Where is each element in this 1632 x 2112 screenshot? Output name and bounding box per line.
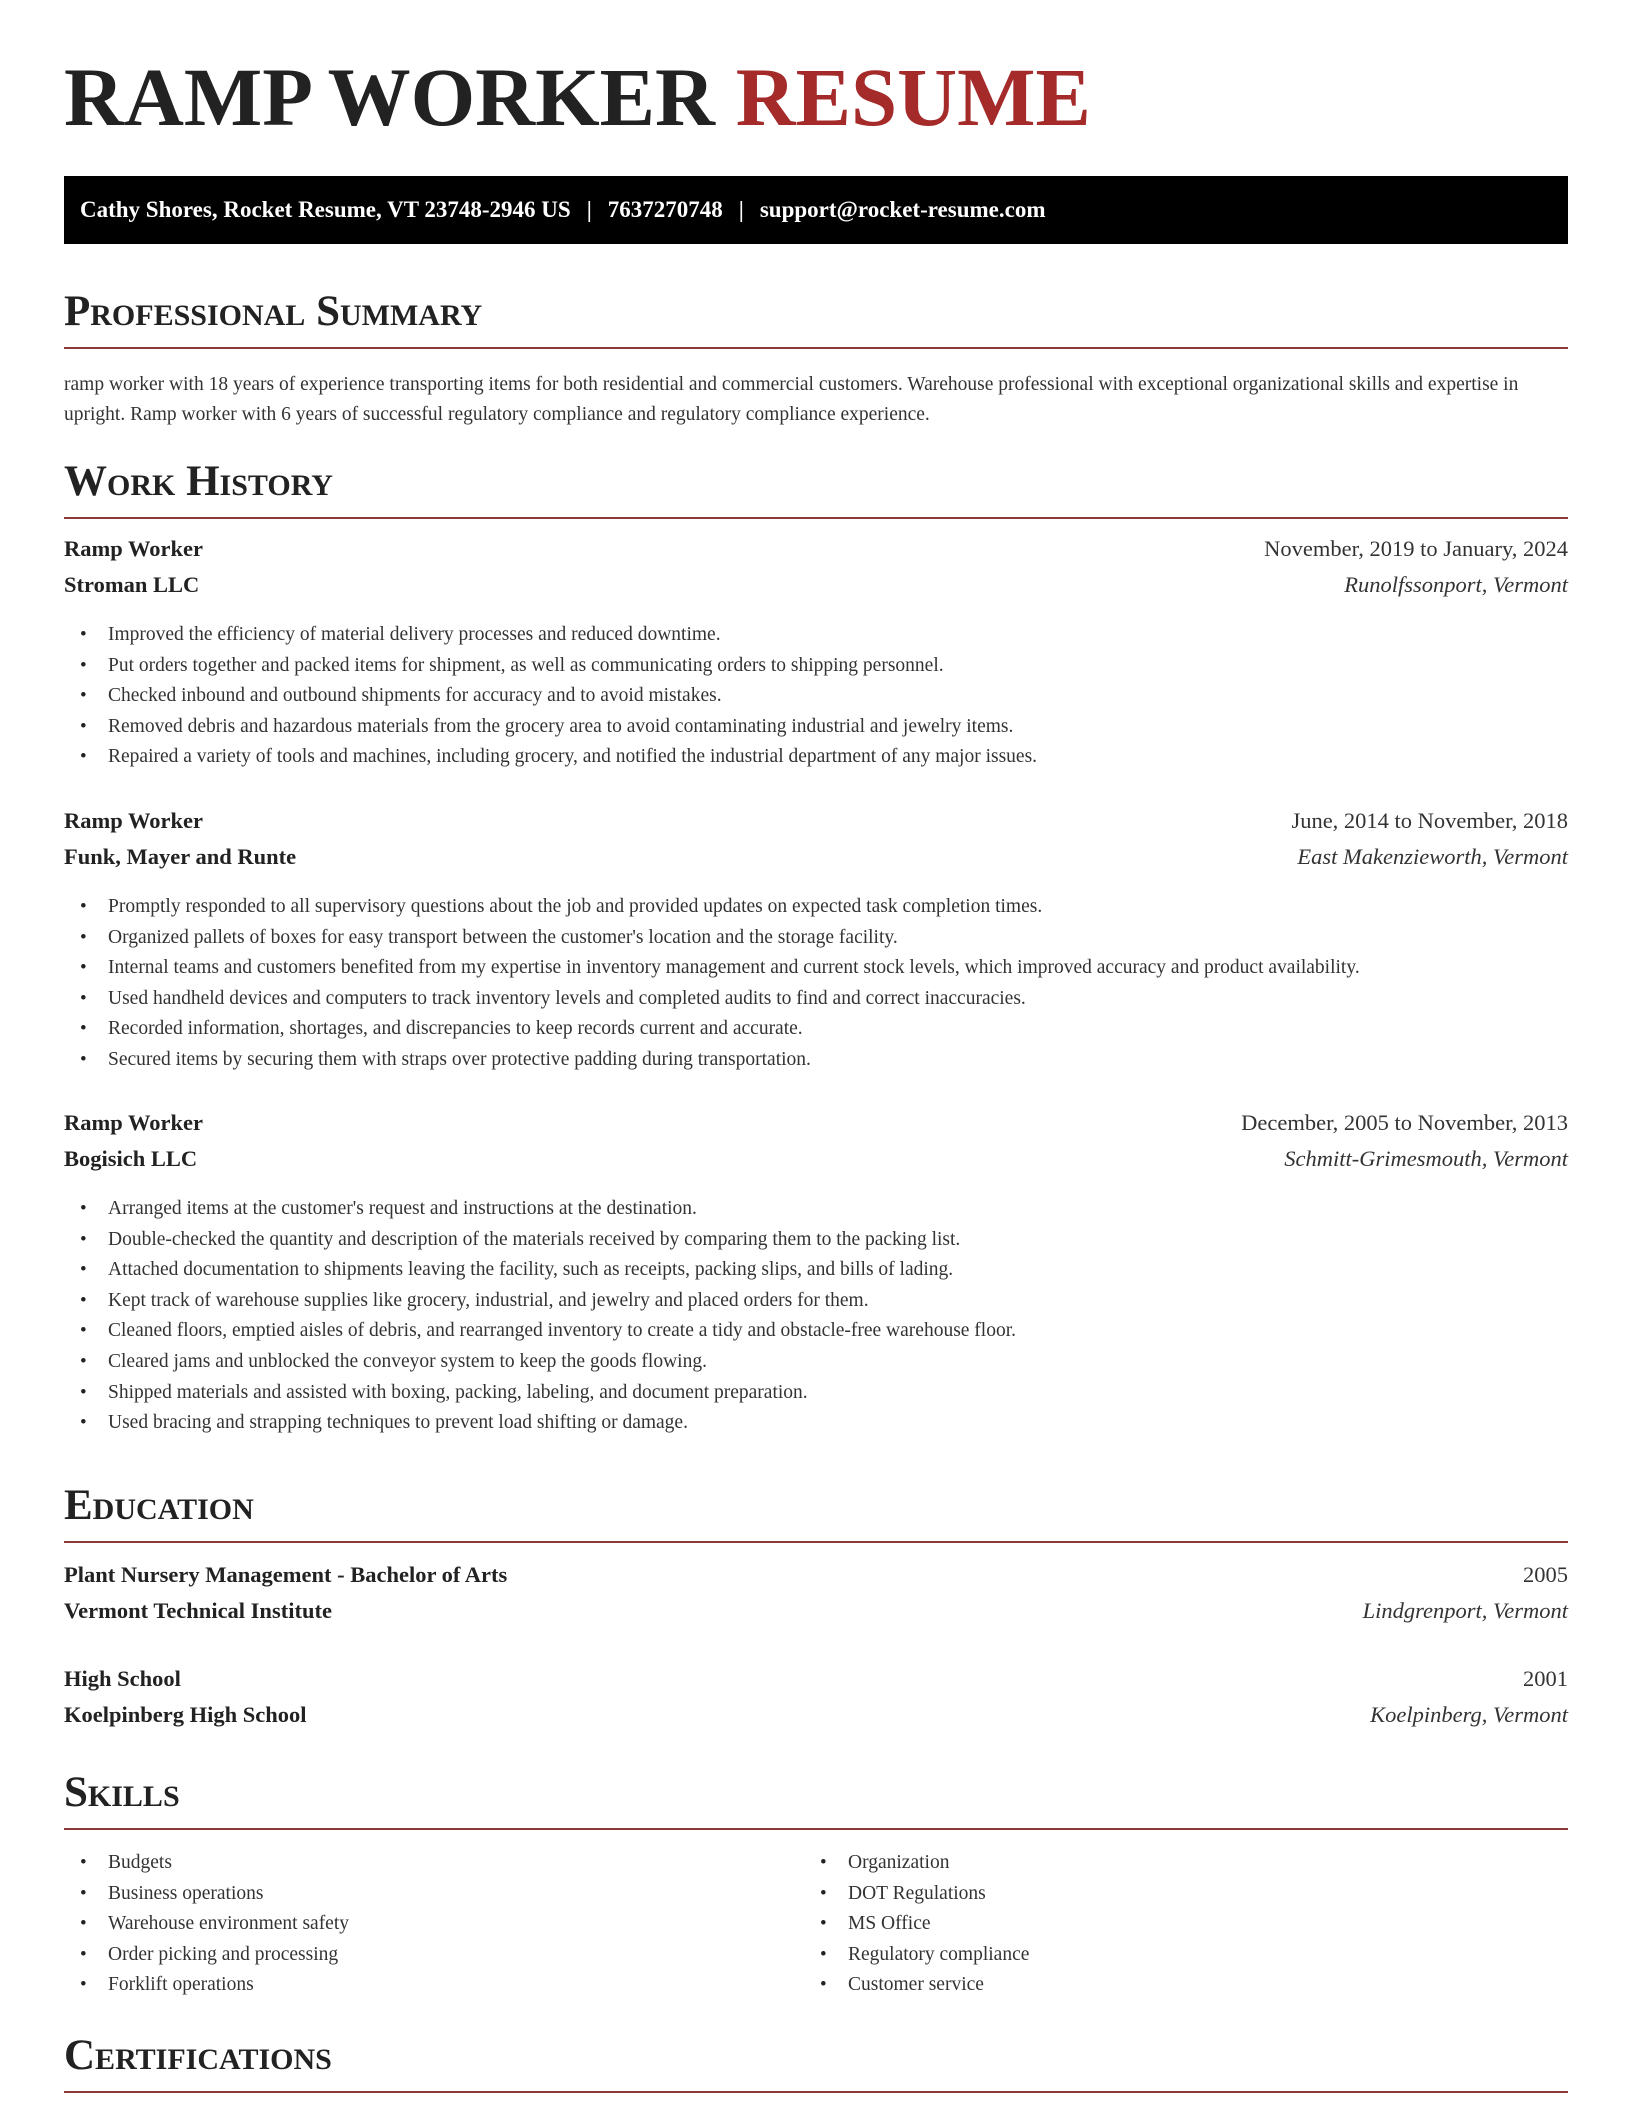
- skill-item: • MS Office: [804, 1909, 1544, 1940]
- education-entry-2: [64, 1666, 1568, 1738]
- summary-text: ramp worker with 18 years of experience transporting items for both residential and commercial customers. Warehouse professional with exceptional organizational skills and expertise in upright. Ramp worker with 6 years of successful regulatory compliance and regulatory compliance experience.: [64, 374, 1519, 425]
- list-item: • Put orders together and packed items for shipment, as well as communicating orders to shipping personnel.: [64, 651, 1568, 682]
- skill-item: • Budgets: [64, 1848, 804, 1879]
- list-item: • Attached documentation to shipments leaving the facility, such as receipts, packing slips, and bills of lading.: [64, 1255, 1568, 1286]
- skill-item: • Warehouse environment safety: [64, 1909, 804, 1940]
- skills-list: [64, 1848, 1568, 2001]
- education-header-row: [64, 1562, 1568, 1598]
- list-item: • Shipped materials and assisted with boxing, packing, labeling, and document preparation.: [64, 1378, 1568, 1409]
- work-history-heading: Work History: [64, 460, 1568, 519]
- contact-separator: |: [738, 197, 744, 222]
- job-company-row: [64, 1146, 1568, 1182]
- skills-heading: Skills: [64, 1771, 1568, 1830]
- job-header-row: [64, 808, 1568, 844]
- summary-heading: Professional Summary: [64, 290, 1568, 349]
- list-item: • Kept track of warehouse supplies like grocery, industrial, and jewelry and placed orders for them.: [64, 1286, 1568, 1317]
- certifications-heading: Certifications: [64, 2034, 1568, 2093]
- skill-item: • Order picking and processing: [64, 1940, 804, 1971]
- list-item: • Cleaned floors, emptied aisles of debris, and rearranged inventory to create a tidy and obstacle-free warehouse floor.: [64, 1316, 1568, 1347]
- skill-item: • DOT Regulations: [804, 1879, 1544, 1910]
- education-entry-1: [64, 1562, 1568, 1634]
- skill-item: • Regulatory compliance: [804, 1940, 1544, 1971]
- education-year: 2005: [1523, 1562, 1568, 1587]
- skills-column-left: [64, 1848, 804, 2001]
- education-location: Koelpinberg, Vermont: [1370, 1702, 1568, 1727]
- education-heading: Education: [64, 1484, 1568, 1543]
- contact-separator: |: [586, 197, 592, 222]
- education-school-row: [64, 1702, 1568, 1738]
- education-school: Koelpinberg High School: [64, 1702, 307, 1727]
- job-dates: November, 2019 to January, 2024: [1264, 536, 1568, 561]
- list-item: • Cleared jams and unblocked the conveyor system to keep the goods flowing.: [64, 1347, 1568, 1378]
- contact-email: support@rocket-resume.com: [759, 197, 1046, 222]
- education-header-row: [64, 1666, 1568, 1702]
- list-item: • Arranged items at the customer's request and instructions at the destination.: [64, 1194, 1568, 1225]
- list-item: • Improved the efficiency of material delivery processes and reduced downtime.: [64, 620, 1568, 651]
- job-entry-2: [64, 808, 1568, 1076]
- list-item: • Internal teams and customers benefited from my expertise in inventory management and current stock levels, which improved accuracy and product availability.: [64, 953, 1568, 984]
- job-header-row: [64, 536, 1568, 572]
- contact-bar: [64, 176, 1568, 244]
- education-degree: Plant Nursery Management - Bachelor of Arts: [64, 1562, 508, 1587]
- list-item: • Checked inbound and outbound shipments for accuracy and to avoid mistakes.: [64, 681, 1568, 712]
- job-bullets: [64, 1194, 1568, 1439]
- contact-phone: 7637270748: [607, 197, 723, 222]
- resume-title: [64, 51, 1091, 143]
- job-company: Funk, Mayer and Runte: [64, 844, 297, 869]
- list-item: • Double-checked the quantity and description of the materials received by comparing them to the packing list.: [64, 1225, 1568, 1256]
- title-accent: RESUME: [735, 51, 1091, 143]
- list-item: • Used handheld devices and computers to track inventory levels and completed audits to find and correct inaccuracies.: [64, 984, 1568, 1015]
- skill-item: • Customer service: [804, 1970, 1544, 2001]
- job-dates: December, 2005 to November, 2013: [1241, 1110, 1568, 1135]
- job-title: Ramp Worker: [64, 1110, 203, 1135]
- job-entry-3: [64, 1110, 1568, 1439]
- education-school-row: [64, 1598, 1568, 1634]
- job-location: Schmitt-Grimesmouth, Vermont: [1284, 1146, 1568, 1171]
- job-header-row: [64, 1110, 1568, 1146]
- job-company-row: [64, 572, 1568, 608]
- skill-item: • Business operations: [64, 1879, 804, 1910]
- list-item: • Secured items by securing them with straps over protective padding during transportation.: [64, 1045, 1568, 1076]
- job-bullets: [64, 620, 1568, 773]
- education-year: 2001: [1523, 1666, 1568, 1691]
- job-bullets: [64, 892, 1568, 1076]
- job-entry-1: [64, 536, 1568, 773]
- list-item: • Repaired a variety of tools and machines, including grocery, and notified the industrial department of any major issues.: [64, 742, 1568, 773]
- job-company: Stroman LLC: [64, 572, 200, 597]
- skills-column-right: [804, 1848, 1544, 2001]
- job-title: Ramp Worker: [64, 536, 203, 561]
- list-item: • Removed debris and hazardous materials from the grocery area to avoid contaminating industrial and jewelry items.: [64, 712, 1568, 743]
- education-degree: High School: [64, 1666, 181, 1691]
- contact-address: Cathy Shores, Rocket Resume, VT 23748-2946 US: [80, 197, 571, 222]
- job-title: Ramp Worker: [64, 808, 203, 833]
- skill-item: • Forklift operations: [64, 1970, 804, 2001]
- job-dates: June, 2014 to November, 2018: [1291, 808, 1568, 833]
- education-location: Lindgrenport, Vermont: [1362, 1598, 1568, 1623]
- skill-item: • Organization: [804, 1848, 1544, 1879]
- job-company-row: [64, 844, 1568, 880]
- job-location: East Makenzieworth, Vermont: [1297, 844, 1568, 869]
- title-main: RAMP WORKER: [64, 51, 715, 143]
- job-company: Bogisich LLC: [64, 1146, 198, 1171]
- job-location: Runolfssonport, Vermont: [1344, 572, 1568, 597]
- education-school: Vermont Technical Institute: [64, 1598, 332, 1623]
- list-item: • Recorded information, shortages, and discrepancies to keep records current and accurate.: [64, 1014, 1568, 1045]
- list-item: • Promptly responded to all supervisory questions about the job and provided updates on expected task completion times.: [64, 892, 1568, 923]
- list-item: • Used bracing and strapping techniques to prevent load shifting or damage.: [64, 1408, 1568, 1439]
- list-item: • Organized pallets of boxes for easy transport between the customer's location and the storage facility.: [64, 923, 1568, 954]
